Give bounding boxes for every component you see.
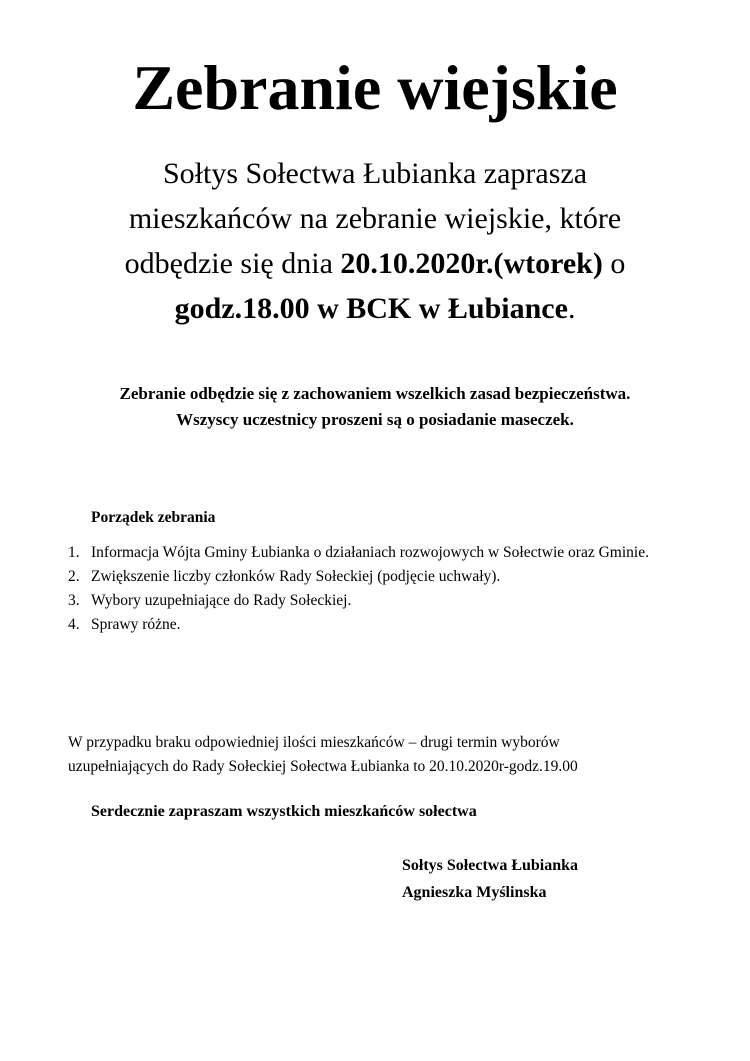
safety-line-2: Wszyscy uczestnicy proszeni są o posiadanie maseczek.	[176, 410, 574, 429]
invitation-line-3-prefix: odbędzie się dnia	[124, 247, 341, 280]
agenda-list	[68, 541, 688, 637]
notice-line-2: uzupełniających do Rady Sołeckiej Sołectwa Łubianka to 20.10.2020r-godz.19.00	[68, 758, 578, 775]
agenda-item	[68, 613, 688, 637]
agenda-item	[68, 565, 688, 589]
meeting-date: 20.10.2020r.(wtorek)	[340, 247, 603, 280]
closing-invitation: Serdecznie zapraszam wszystkich mieszkańców sołectwa	[91, 803, 477, 820]
agenda-item	[68, 541, 688, 565]
agenda-item-number: 3.	[68, 592, 80, 609]
agenda-item-number: 2.	[68, 568, 80, 585]
invitation-end-period: .	[567, 292, 576, 325]
notice-line-1: W przypadku braku odpowiedniej ilości mieszkańców – drugi termin wyborów	[68, 734, 560, 751]
invitation-line-2: mieszkańców na zebranie wiejskie, które	[128, 202, 622, 235]
invitation-text	[40, 151, 710, 331]
agenda-item	[68, 589, 688, 613]
safety-notice	[30, 381, 720, 433]
signature-name: Agnieszka Myślinska	[402, 884, 547, 901]
signature-role: Sołtys Sołectwa Łubianka	[402, 857, 579, 874]
agenda-item-text: Informacja Wójta Gminy Łubianka o działaniach rozwojowych w Sołectwie oraz Gminie.	[91, 544, 649, 561]
meeting-time-place: godz.18.00 w BCK w Łubiance	[174, 292, 568, 325]
agenda-item-number: 1.	[68, 544, 80, 561]
agenda-item-text: Wybory uzupełniające do Rady Sołeckiej.	[91, 592, 352, 609]
page-title: Zebranie wiejskie	[132, 52, 618, 123]
agenda-item-text: Sprawy różne.	[91, 616, 181, 633]
second-term-notice	[68, 731, 688, 779]
agenda-item-text: Zwiększenie liczby członków Rady Sołeckiej (podjęcie uchwały).	[91, 568, 501, 585]
safety-line-1: Zebranie odbędzie się z zachowaniem wszelkich zasad bezpieczeństwa.	[119, 384, 631, 403]
agenda-item-number: 4.	[68, 616, 80, 633]
invitation-line-3-suffix: o	[602, 247, 626, 280]
invitation-line-1: Sołtys Sołectwa Łubianka zaprasza	[162, 157, 588, 190]
signature-block	[402, 852, 578, 906]
agenda-heading: Porządek zebrania	[91, 509, 216, 526]
